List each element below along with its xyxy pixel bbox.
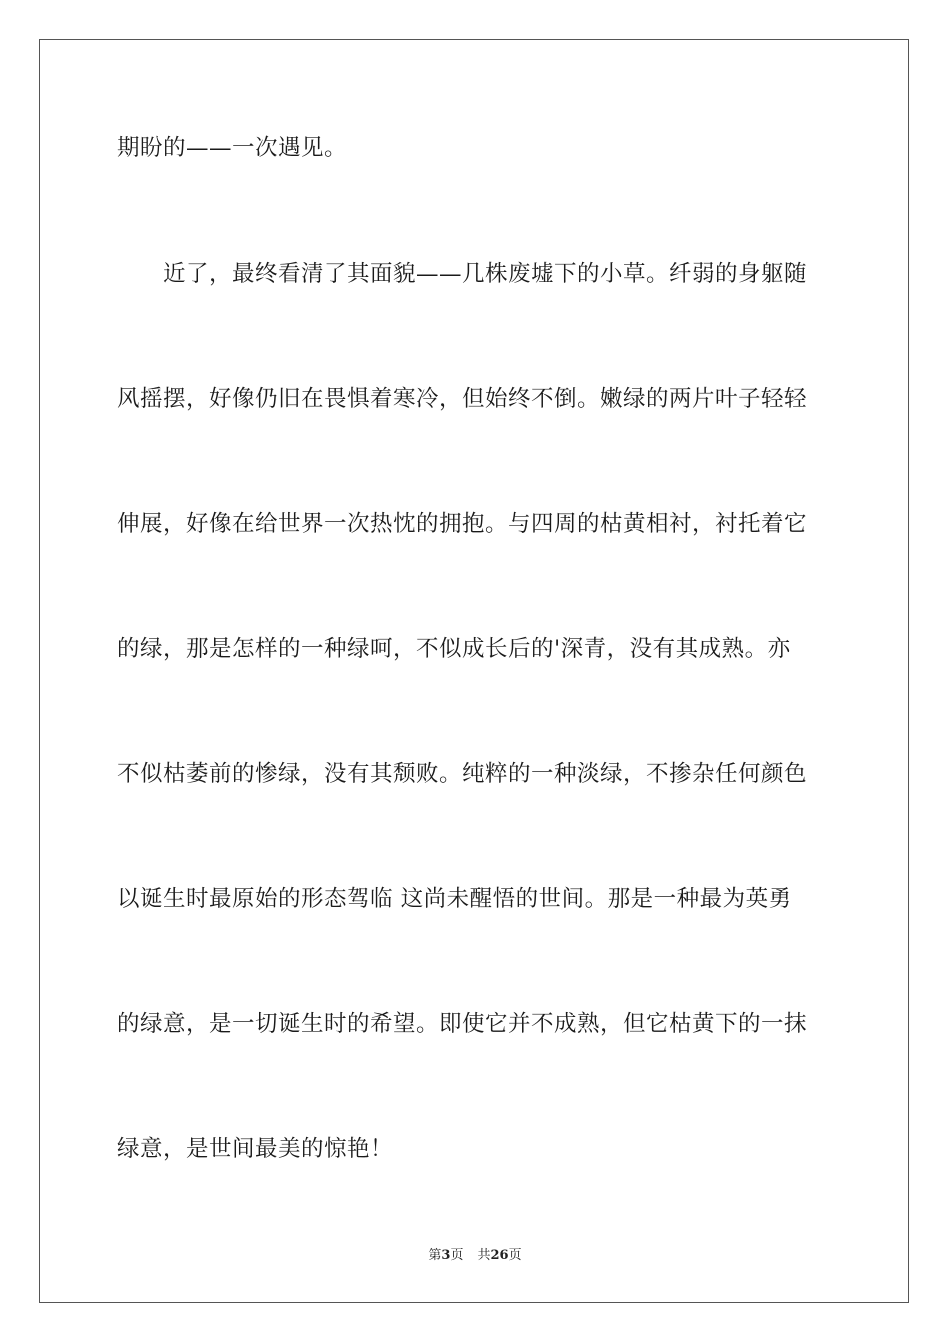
- text-line-5: 的绿，那是怎样的一种绿呵，不似成长后的'深青，没有其成熟。亦: [117, 636, 791, 662]
- text-line-9: 绿意，是世间最美的惊艳！: [117, 1136, 394, 1162]
- page-footer: [0, 1247, 950, 1265]
- text-line-6: 不似枯萎前的惨绿，没有其颓败。纯粹的一种淡绿，不掺杂任何颜色: [117, 761, 808, 787]
- text-line-7: 以诞生时最原始的形态驾临 这尚未醒悟的世间。那是一种最为英勇: [117, 886, 792, 912]
- total-suffix: 页: [508, 1248, 522, 1263]
- text-line-4: 伸展，好像在给世界一次热忱的拥抱。与四周的枯黄相衬，衬托着它: [117, 511, 808, 537]
- page-number: 3: [441, 1248, 451, 1263]
- total-pages: 26: [490, 1248, 509, 1263]
- text-line-1: 期盼的——一次遇见。: [117, 135, 348, 161]
- total-prefix: 共: [477, 1248, 491, 1263]
- paragraph-start-line: 近了，最终看清了其面貌——几株废墟下的小草。纤弱的身躯随: [163, 261, 808, 287]
- page-suffix: 页: [450, 1248, 464, 1263]
- text-line-8: 的绿意，是一切诞生时的希望。即使它并不成熟，但它枯黄下的一抹: [117, 1011, 808, 1037]
- text-line-3: 风摇摆，好像仍旧在畏惧着寒冷，但始终不倒。嫩绿的两片叶子轻轻: [117, 386, 808, 412]
- page-prefix: 第: [428, 1248, 442, 1263]
- page-border: [39, 39, 909, 1303]
